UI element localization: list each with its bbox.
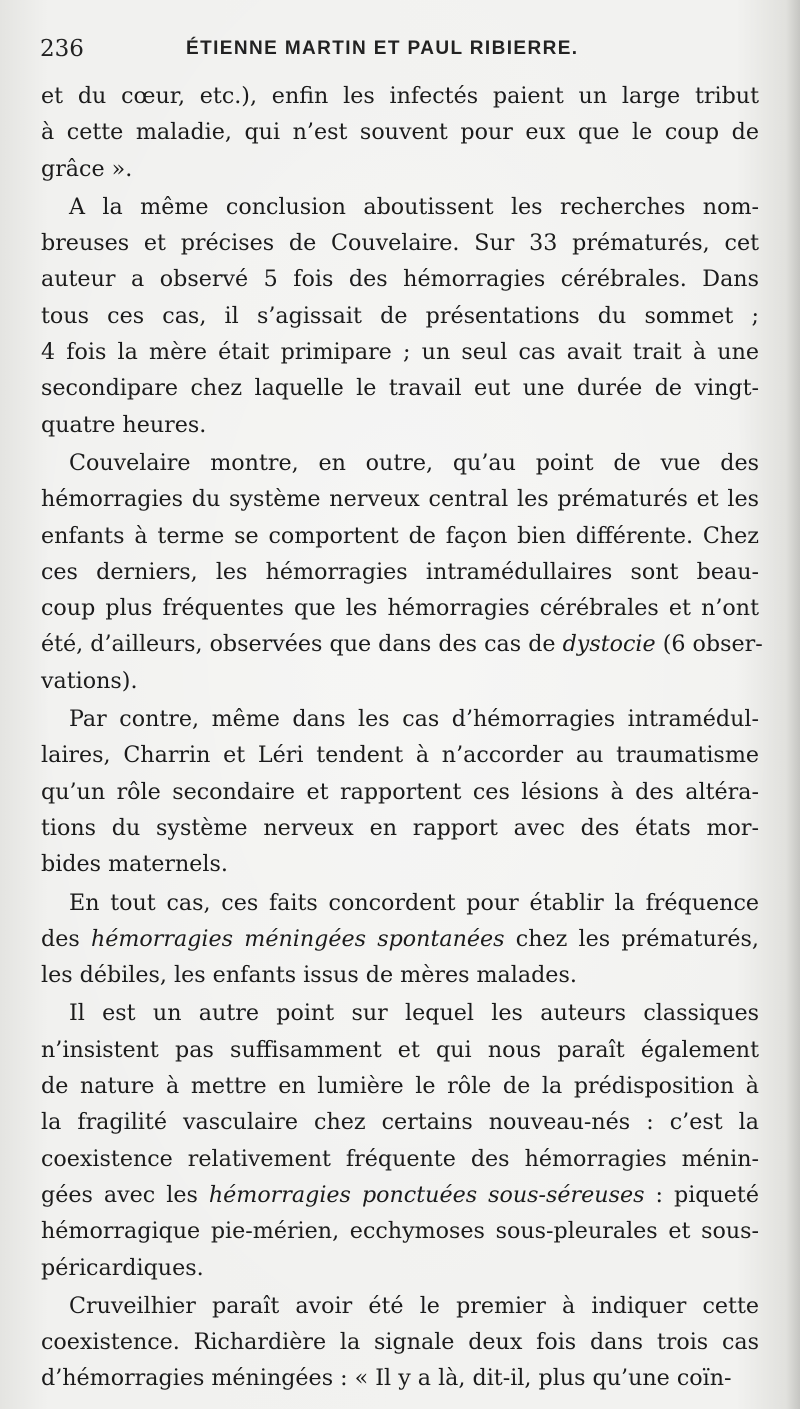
italic-text: hémorragies ponctuées sous-séreuses bbox=[208, 1181, 645, 1208]
text-line bbox=[41, 554, 759, 590]
text-segment: hémorragique pie-mérien, ecchymoses sous-pleurales et sous- bbox=[41, 1218, 759, 1245]
text-segment: d’hémorragies méningées : « Il y a là, dit-il, plus qu’une coïn- bbox=[41, 1365, 732, 1392]
text-segment: En tout cas, ces faits concordent pour établir la fréquence bbox=[69, 889, 759, 916]
text-segment: de nature à mettre en lumière le rôle de la prédisposition à bbox=[41, 1073, 759, 1100]
text-line bbox=[41, 407, 759, 443]
text-line bbox=[41, 737, 759, 773]
text-segment: la fragilité vasculaire chez certains nouveau-nés : c’est la bbox=[41, 1109, 759, 1136]
text-segment: secondipare chez laquelle le travail eut une durée de vingt- bbox=[41, 375, 759, 402]
running-title: ÉTIENNE MARTIN ET PAUL RIBIERRE. bbox=[186, 38, 579, 59]
text-segment: (6 obser- bbox=[655, 631, 763, 658]
text-line bbox=[41, 370, 759, 406]
text-segment: breuses et précises de Couvelaire. Sur 33 prématurés, cet bbox=[41, 230, 759, 257]
text-line bbox=[41, 846, 759, 882]
text-body bbox=[41, 78, 763, 1397]
text-line bbox=[41, 261, 759, 297]
text-line bbox=[41, 885, 759, 921]
text-line bbox=[41, 701, 759, 737]
text-line bbox=[41, 921, 759, 957]
text-segment: à cette maladie, qui n’est souvent pour eux que le coup de bbox=[41, 119, 759, 146]
text-segment: coup plus fréquentes que les hémorragies cérébrales et n’ont bbox=[41, 595, 759, 622]
text-line bbox=[41, 1250, 759, 1286]
text-line bbox=[41, 590, 759, 626]
text-line bbox=[41, 1068, 759, 1104]
text-line bbox=[41, 1104, 759, 1140]
text-line bbox=[41, 114, 759, 150]
text-segment: été, d’ailleurs, observées que dans des cas de bbox=[41, 631, 563, 658]
text-segment: et du cœur, etc.), enfin les infectés paient un large tribut bbox=[41, 83, 759, 109]
text-line bbox=[41, 957, 759, 993]
text-segment: Il est un autre point sur lequel les auteurs classiques bbox=[69, 1000, 759, 1027]
text-segment: : piqueté bbox=[644, 1181, 759, 1208]
text-segment: coexistence. Richardière la signale deux fois dans trois cas bbox=[41, 1329, 759, 1356]
italic-text: hémorragies méningées spontanées bbox=[90, 925, 505, 952]
text-segment: enfants à terme se comportent de façon bien différente. Chez bbox=[41, 522, 759, 549]
text-segment: ces derniers, les hémorragies intramédullaires sont beau- bbox=[41, 558, 759, 585]
text-segment: A la même conclusion aboutissent les recherches nom- bbox=[69, 193, 759, 220]
text-segment: quatre heures. bbox=[41, 411, 207, 438]
text-segment: tous ces cas, il s’agissait de présentations du sommet ; bbox=[41, 302, 759, 329]
text-segment: auteur a observé 5 fois des hémorragies cérébrales. Dans bbox=[41, 266, 759, 293]
text-line bbox=[41, 774, 759, 810]
text-segment: qu’un rôle secondaire et rapportent ces lésions à des altéra- bbox=[41, 778, 759, 805]
text-line bbox=[41, 1213, 759, 1249]
text-segment: Cruveilhier paraît avoir été le premier à indiquer cette bbox=[69, 1292, 759, 1319]
text-line bbox=[41, 225, 759, 261]
text-line bbox=[41, 151, 759, 187]
italic-text: dystocie bbox=[562, 631, 656, 658]
text-segment: vations). bbox=[41, 667, 138, 694]
text-line bbox=[41, 481, 759, 517]
text-line bbox=[41, 189, 759, 225]
text-line bbox=[41, 810, 759, 846]
text-line bbox=[41, 1032, 759, 1068]
text-line bbox=[41, 1324, 759, 1360]
text-segment: 4 fois la mère était primipare ; un seul cas avait trait à une bbox=[41, 339, 759, 366]
text-line bbox=[41, 995, 759, 1031]
text-line bbox=[41, 1141, 759, 1177]
text-line bbox=[41, 1288, 759, 1324]
text-segment: tions du système nerveux en rapport avec des états mor- bbox=[41, 814, 759, 841]
text-segment: hémorragies du système nerveux central les prématurés et les bbox=[41, 486, 759, 513]
text-segment: péricardiques. bbox=[41, 1254, 204, 1281]
text-line bbox=[41, 518, 759, 554]
text-segment: coexistence relativement fréquente des hémorragies ménin- bbox=[41, 1145, 759, 1172]
text-segment: des bbox=[41, 925, 91, 952]
text-line bbox=[41, 445, 759, 481]
page-number: 236 bbox=[40, 36, 84, 62]
text-segment: gées avec les bbox=[41, 1181, 209, 1208]
text-segment: bides maternels. bbox=[41, 851, 228, 878]
text-line bbox=[41, 626, 763, 662]
text-segment: grâce ». bbox=[41, 155, 133, 182]
text-line bbox=[41, 1360, 759, 1396]
text-segment: les débiles, les enfants issus de mères malades. bbox=[41, 962, 577, 989]
text-segment: chez les prématurés, bbox=[504, 925, 759, 952]
text-line bbox=[41, 1177, 759, 1213]
text-segment: n’insistent pas suffisamment et qui nous paraît également bbox=[41, 1036, 759, 1063]
text-line bbox=[41, 298, 759, 334]
text-line bbox=[41, 334, 759, 370]
text-segment: laires, Charrin et Léri tendent à n’accorder au traumatisme bbox=[41, 742, 759, 769]
text-segment: Par contre, même dans les cas d’hémorragies intramédul- bbox=[69, 706, 759, 733]
text-line bbox=[41, 78, 759, 114]
text-line bbox=[41, 663, 759, 699]
text-segment: Couvelaire montre, en outre, qu’au point de vue des bbox=[69, 449, 759, 476]
running-head bbox=[40, 32, 760, 66]
